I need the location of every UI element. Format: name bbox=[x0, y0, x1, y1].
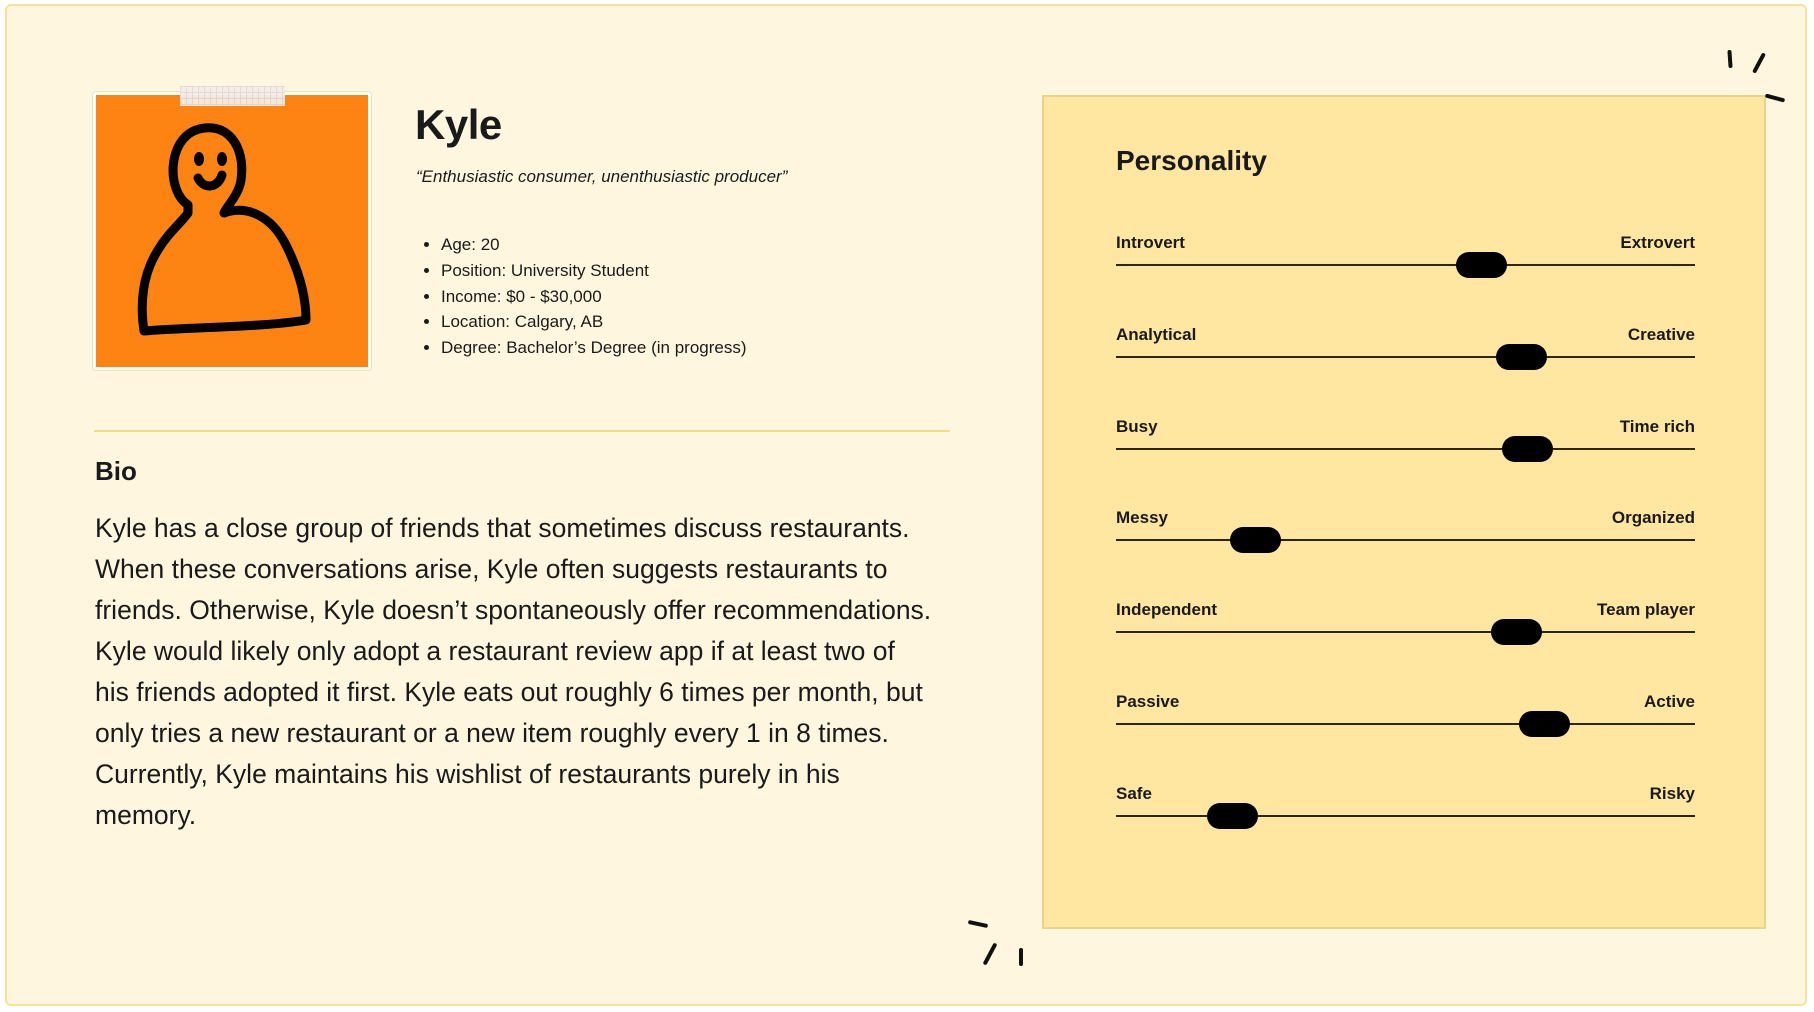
slider-track[interactable] bbox=[1116, 448, 1695, 450]
persona-name: Kyle bbox=[415, 101, 502, 148]
trait-left-label: Busy bbox=[1116, 416, 1158, 436]
trait-right-label: Time rich bbox=[1619, 416, 1695, 436]
trait-right-label: Risky bbox=[1649, 783, 1695, 803]
fact-degree: • Degree: Bachelor’s Degree (in progress) bbox=[441, 335, 747, 361]
trait-slider[interactable] bbox=[1116, 600, 1695, 660]
fact-position: • Position: University Student bbox=[441, 258, 747, 284]
trait-slider[interactable] bbox=[1116, 325, 1695, 385]
slider-track[interactable] bbox=[1116, 356, 1695, 358]
trait-left-label: Messy bbox=[1116, 508, 1168, 528]
sparkle-mark-icon bbox=[983, 942, 998, 965]
sparkle-mark-icon bbox=[968, 920, 988, 928]
person-illustration-icon bbox=[96, 95, 368, 367]
trait-right-label: Organized bbox=[1611, 508, 1695, 528]
avatar-card bbox=[93, 92, 371, 370]
trait-right-label: Team player bbox=[1597, 600, 1695, 620]
slider-track[interactable] bbox=[1116, 539, 1695, 541]
sparkle-mark-icon bbox=[1752, 52, 1766, 73]
trait-left-label: Passive bbox=[1116, 692, 1180, 711]
avatar bbox=[96, 95, 368, 367]
slider-thumb[interactable] bbox=[1207, 803, 1258, 829]
fact-age: • Age: 20 bbox=[441, 232, 747, 258]
bio-text: Kyle has a close group of friends that sometimes discuss restaurants. When these conversations arise, Kyle often suggests restaurants to friends. Otherwise, Kyle doesn’t spontaneously offer recommendations. Kyle would likely only adopt a restaurant review app if at least two of his friends adopted it first. Kyle eats out roughly 6 times per month, but only tries a new restaurant or a new item roughly every 1 in 8 times. Currently, Kyle maintains his wishlist of restaurants purely in his memory. bbox=[95, 513, 932, 830]
trait-left-label: Independent bbox=[1116, 600, 1218, 620]
slider-track[interactable] bbox=[1116, 815, 1695, 817]
trait-right-label: Creative bbox=[1627, 324, 1695, 344]
trait-right-label: Extrovert bbox=[1620, 233, 1695, 252]
divider bbox=[94, 430, 950, 432]
slider-thumb[interactable] bbox=[1456, 252, 1507, 278]
slider-thumb[interactable] bbox=[1519, 711, 1570, 737]
sparkle-mark-icon bbox=[1019, 948, 1023, 966]
bio-title: Bio bbox=[95, 456, 137, 486]
slider-thumb[interactable] bbox=[1230, 527, 1281, 553]
trait-left-label: Analytical bbox=[1116, 324, 1197, 344]
slider-track[interactable] bbox=[1116, 723, 1695, 725]
slider-thumb[interactable] bbox=[1502, 436, 1553, 462]
tape-decoration bbox=[180, 86, 285, 106]
trait-slider[interactable] bbox=[1116, 417, 1695, 477]
slider-track[interactable] bbox=[1116, 264, 1695, 266]
sparkle-mark-icon bbox=[1765, 93, 1785, 102]
persona-quote: “Enthusiastic consumer, unenthusiastic producer” bbox=[416, 167, 788, 186]
personality-panel bbox=[1042, 95, 1766, 929]
persona-facts bbox=[419, 232, 747, 361]
trait-left-label: Introvert bbox=[1116, 233, 1185, 252]
trait-slider[interactable] bbox=[1116, 233, 1695, 293]
trait-slider[interactable] bbox=[1116, 692, 1695, 752]
personality-title: Personality bbox=[1116, 145, 1267, 176]
fact-income: • Income: $0 - $30,000 bbox=[441, 284, 747, 310]
trait-slider[interactable] bbox=[1116, 784, 1695, 844]
trait-left-label: Safe bbox=[1116, 783, 1152, 803]
sparkle-mark-icon bbox=[1727, 50, 1732, 68]
slider-track[interactable] bbox=[1116, 631, 1695, 633]
persona-page bbox=[5, 4, 1807, 1006]
trait-right-label: Active bbox=[1643, 692, 1695, 711]
fact-location: • Location: Calgary, AB bbox=[441, 309, 747, 335]
trait-slider[interactable] bbox=[1116, 508, 1695, 568]
slider-thumb[interactable] bbox=[1496, 344, 1547, 370]
slider-thumb[interactable] bbox=[1491, 619, 1542, 645]
